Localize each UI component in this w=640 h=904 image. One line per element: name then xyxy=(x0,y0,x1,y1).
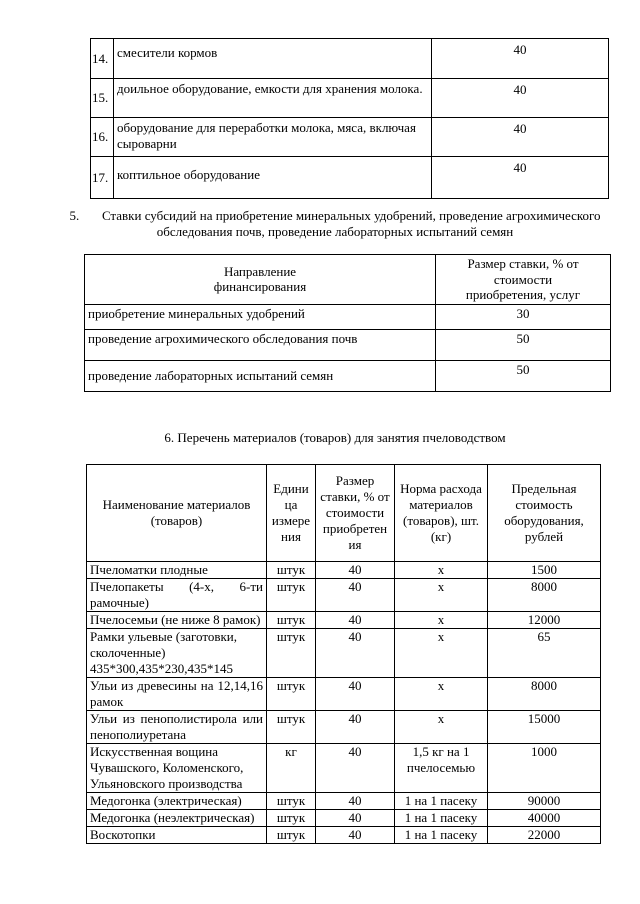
norm-cell: х xyxy=(395,612,488,629)
table-row xyxy=(91,79,609,118)
material-name: Медогонка (неэлектрическая) xyxy=(87,810,267,827)
material-name: Ульи из древесины на 12,14,16 рамок xyxy=(87,678,267,711)
row-number: 15. xyxy=(91,79,114,118)
rate-cell: 40 xyxy=(316,678,395,711)
rate-cell: 40 xyxy=(316,562,395,579)
norm-cell: х xyxy=(395,579,488,612)
section-5-heading: 5. Ставки субсидий на приобретение минеральных удобрений, проведение агрохимического обследования почв, проведение лабораторных испытаний семян xyxy=(69,208,601,239)
unit-cell: штук xyxy=(267,711,316,744)
unit-cell: штук xyxy=(267,629,316,678)
rate-value: 40 xyxy=(432,118,609,157)
rate-cell: 40 xyxy=(316,711,395,744)
material-name: Ульи из пенополистирола или пенополиуретана xyxy=(87,711,267,744)
price-cell: 15000 xyxy=(488,711,601,744)
row-number: 16. xyxy=(91,118,114,157)
unit-cell: штук xyxy=(267,793,316,810)
rate-cell: 40 xyxy=(316,579,395,612)
table-row xyxy=(85,304,611,329)
rate-cell: 50 xyxy=(436,329,611,360)
material-name: Пчеломатки плодные xyxy=(87,562,267,579)
price-cell: 65 xyxy=(488,629,601,678)
header-norm: Норма расхода материалов (товаров), шт. (кг) xyxy=(395,465,488,562)
rate-value: 40 xyxy=(432,39,609,79)
material-name: Пчелосемьи (не ниже 8 рамок) xyxy=(87,612,267,629)
table-header-row xyxy=(85,255,611,305)
material-name: Медогонка (электрическая) xyxy=(87,793,267,810)
table-row xyxy=(91,118,609,157)
direction-cell: приобретение минеральных удобрений xyxy=(85,304,436,329)
table-row xyxy=(85,329,611,360)
header-unit: Едини ца измере ния xyxy=(267,465,316,562)
table-row xyxy=(87,678,601,711)
table-row xyxy=(87,810,601,827)
material-name: Воскотопки xyxy=(87,827,267,844)
rate-value: 40 xyxy=(432,157,609,199)
rate-cell: 30 xyxy=(436,304,611,329)
unit-cell: штук xyxy=(267,827,316,844)
table-header-row xyxy=(87,465,601,562)
table-row xyxy=(87,562,601,579)
norm-cell: х xyxy=(395,629,488,678)
unit-cell: штук xyxy=(267,579,316,612)
unit-cell: кг xyxy=(267,744,316,793)
unit-cell: штук xyxy=(267,678,316,711)
price-cell: 90000 xyxy=(488,793,601,810)
header-rate-text: Размер ставки, % от стоимости приобретения, услуг xyxy=(465,256,581,303)
header-rate: Размер ставки, % от стоимости приобретен ия xyxy=(316,465,395,562)
price-cell: 40000 xyxy=(488,810,601,827)
table-row xyxy=(91,157,609,199)
row-number: 14. xyxy=(91,39,114,79)
price-cell: 8000 xyxy=(488,579,601,612)
table-row xyxy=(87,827,601,844)
equipment-name: доильное оборудование, емкости для хранения молока. xyxy=(114,79,432,118)
material-name: Рамки ульевые (заготовки, сколоченные) 435*300,435*230,435*145 xyxy=(87,629,267,678)
rate-cell: 40 xyxy=(316,827,395,844)
material-name: Пчелопакеты (4-х, 6-ти рамочные) xyxy=(87,579,267,612)
section-6-heading: 6. Перечень материалов (товаров) для занятия пчеловодством xyxy=(164,430,506,445)
rate-cell: 40 xyxy=(316,744,395,793)
header-direction-text: Направление финансирования xyxy=(213,263,307,295)
equipment-name: коптильное оборудование xyxy=(114,157,432,199)
price-cell: 1500 xyxy=(488,562,601,579)
norm-cell: 1,5 кг на 1 пчелосемью xyxy=(395,744,488,793)
rate-value: 40 xyxy=(432,79,609,118)
table-row xyxy=(87,711,601,744)
table-row xyxy=(87,744,601,793)
table-row xyxy=(85,360,611,391)
unit-cell: штук xyxy=(267,612,316,629)
header-name: Наименование материалов (товаров) xyxy=(87,465,267,562)
fertilizer-subsidy-table xyxy=(84,254,611,392)
equipment-name: смесители кормов xyxy=(114,39,432,79)
rate-cell: 40 xyxy=(316,793,395,810)
norm-cell: 1 на 1 пасеку xyxy=(395,810,488,827)
header-price: Предельная стоимость оборудования, рублей xyxy=(488,465,601,562)
norm-cell: х xyxy=(395,711,488,744)
equipment-name: оборудование для переработки молока, мяса, включая сыроварни xyxy=(114,118,432,157)
material-name: Искусственная вощина Чувашского, Коломенского, Ульяновского производства xyxy=(87,744,267,793)
norm-cell: 1 на 1 пасеку xyxy=(395,793,488,810)
rate-cell: 50 xyxy=(436,360,611,391)
unit-cell: штук xyxy=(267,810,316,827)
table-row xyxy=(87,579,601,612)
price-cell: 8000 xyxy=(488,678,601,711)
table-row xyxy=(87,793,601,810)
norm-cell: х xyxy=(395,562,488,579)
direction-cell: проведение агрохимического обследования почв xyxy=(85,329,436,360)
price-cell: 22000 xyxy=(488,827,601,844)
table-row xyxy=(87,612,601,629)
rate-cell: 40 xyxy=(316,810,395,827)
price-cell: 1000 xyxy=(488,744,601,793)
unit-cell: штук xyxy=(267,562,316,579)
norm-cell: х xyxy=(395,678,488,711)
rate-cell: 40 xyxy=(316,629,395,678)
direction-cell: проведение лабораторных испытаний семян xyxy=(85,360,436,391)
equipment-rate-table-continued xyxy=(90,38,609,199)
header-direction xyxy=(85,255,436,305)
header-rate xyxy=(436,255,611,305)
rate-cell: 40 xyxy=(316,612,395,629)
price-cell: 12000 xyxy=(488,612,601,629)
norm-cell: 1 на 1 пасеку xyxy=(395,827,488,844)
beekeeping-materials-table xyxy=(86,464,601,844)
table-row xyxy=(91,39,609,79)
row-number: 17. xyxy=(91,157,114,199)
table-row xyxy=(87,629,601,678)
